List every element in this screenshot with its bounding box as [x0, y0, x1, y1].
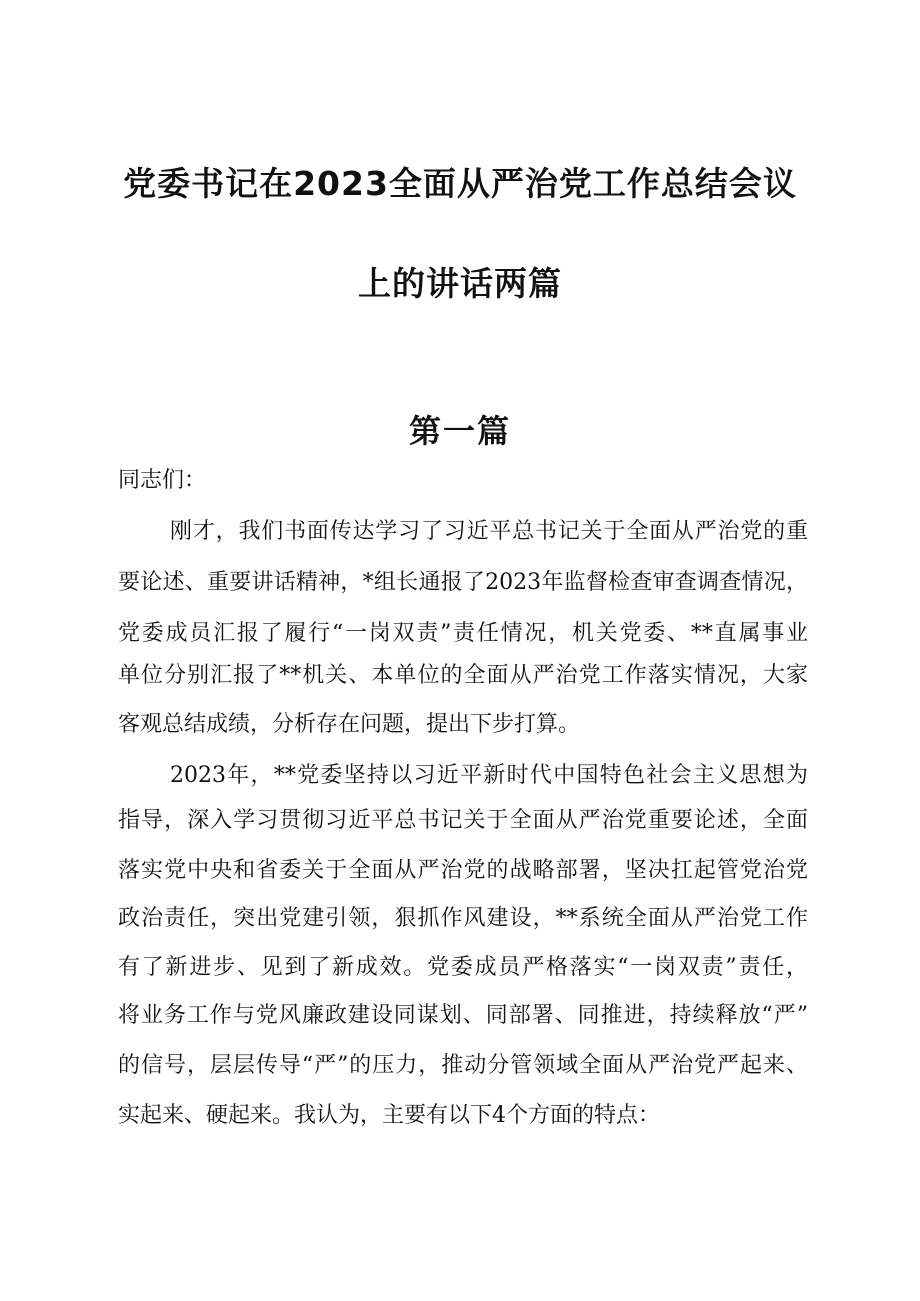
paragraph-1-line-1: 刚才，我们书面传达学习了习近平总书记关于全面从严治党的重 — [170, 519, 808, 544]
paragraph-2-line-4: 政治责任，突出党建引领，狠抓作风建设，**系统全面从严治党工作 — [118, 906, 808, 931]
paragraph-1-line-3: 党委成员汇报了履行“一岗双责”责任情况，机关党委、**直属事业 — [118, 621, 808, 646]
paragraph-2-line-8: 实起来、硬起来。我认为，主要有以下4个方面的特点： — [118, 1103, 660, 1128]
salutation: 同志们： — [118, 468, 207, 493]
paragraph-1-line-2: 要论述、重要讲话精神，*组长通报了2023年监督检查审查调查情况， — [118, 570, 808, 595]
paragraph-2-line-6: 将业务工作与党风廉政建设同谋划、同部署、同推进，持续释放“严” — [118, 1003, 808, 1028]
paragraph-2-line-5: 有了新进步、见到了新成效。党委成员严格落实“一岗双责”责任， — [118, 955, 808, 980]
section-heading: 第一篇 — [408, 412, 511, 450]
paragraph-2-line-3: 落实党中央和省委关于全面从严治党的战略部署，坚决扛起管党治党 — [118, 858, 808, 883]
paragraph-2-line-1: 2023年，**党委坚持以习近平新时代中国特色社会主义思想为 — [170, 763, 808, 788]
paragraph-2-line-7: 的信号，层层传导“严”的压力，推动分管领域全面从严治党严起来、 — [118, 1053, 808, 1078]
paragraph-1-line-4: 单位分别汇报了**机关、本单位的全面从严治党工作落实情况，大家 — [118, 663, 808, 688]
paragraph-2-line-2: 指导，深入学习贯彻习近平总书记关于全面从严治党重要论述，全面 — [118, 808, 808, 833]
document-title-line-2: 上的讲话两篇 — [358, 264, 562, 303]
document-title-line-1: 党委书记在2023全面从严治党工作总结会议 — [123, 164, 797, 203]
paragraph-1-line-5: 客观总结成绩，分析存在问题，提出下步打算。 — [118, 712, 581, 737]
